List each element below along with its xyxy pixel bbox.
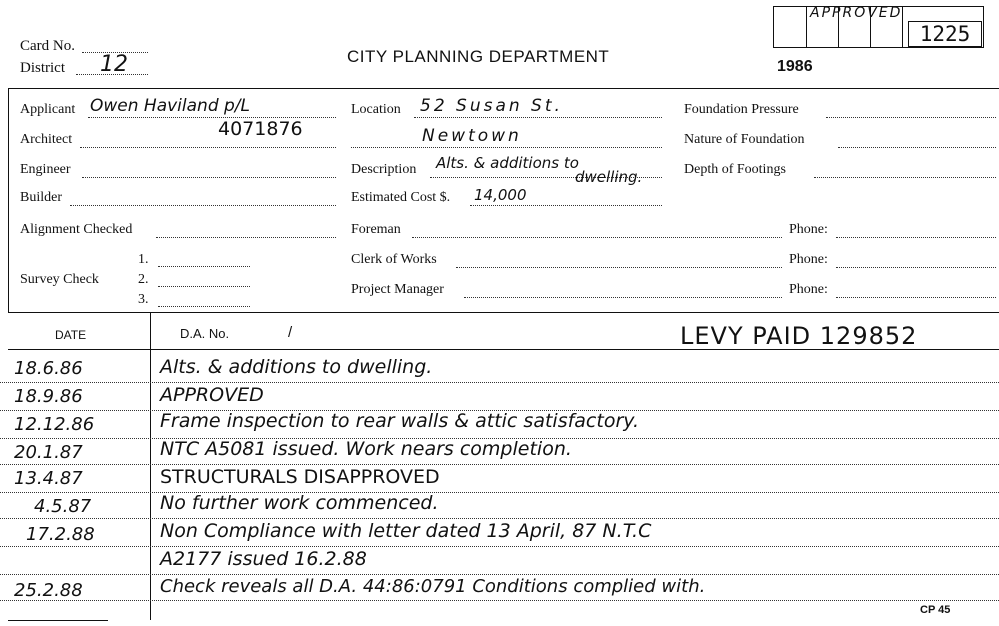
survey-label: Survey Check [20,272,99,287]
approved-stamp: APPROVED [810,5,903,21]
log-header-border [8,349,999,350]
description-value-2: dwelling. [575,168,643,186]
foundation-pressure-label: Foundation Pressure [684,102,799,117]
estimated-cost-label: Estimated Cost $. [351,190,451,205]
log-date: 18.9.86 [14,386,83,407]
log-entry: A2177 issued 16.2.88 [160,548,367,570]
log-date: 20.1.87 [14,442,83,463]
log-entry: Check reveals all D.A. 44:86:0791 Conditions complied with. [160,576,706,597]
log-date: 12.12.86 [14,414,95,435]
card-no-label: Card No. [20,38,75,54]
nature-foundation-label: Nature of Foundation [684,132,805,147]
da-slash: / [288,324,293,341]
card-number-box [773,6,984,48]
location-value-2: Newtown [422,126,522,146]
builder-label: Builder [20,190,62,205]
district-label: District [20,60,65,76]
log-entry: Frame inspection to rear walls & attic satisfactory. [160,410,640,432]
estimated-cost-value: 14,000 [474,186,527,204]
project-manager-label: Project Manager [351,282,444,297]
log-entry: Non Compliance with letter dated 13 April, 87 N.T.C [160,520,652,542]
department-title: CITY PLANNING DEPARTMENT [347,47,610,66]
log-date: 13.4.87 [14,468,83,489]
foreman-label: Foreman [351,222,401,237]
applicant-value: Owen Haviland p/L [90,96,251,116]
architect-value: 4071876 [218,118,303,140]
log-entry: STRUCTURALS DISAPPROVED [160,466,440,488]
log-entry: No further work commenced. [160,492,439,514]
phone-label-1: Phone: [789,222,828,237]
log-entry: APPROVED [160,384,264,406]
date-header: DATE [55,328,87,342]
engineer-label: Engineer [20,162,71,177]
location-value: 52 Susan St. [420,96,563,116]
log-entry: NTC A5081 issued. Work nears completion. [160,438,572,460]
log-entry: Alts. & additions to dwelling. [160,356,433,378]
survey-item-2: 2. [138,272,149,287]
phone-label-2: Phone: [789,252,828,267]
description-label: Description [351,162,417,177]
applicant-label: Applicant [20,102,76,117]
card-number: 1225 [908,21,982,47]
log-date: 18.6.86 [14,358,83,379]
description-value: Alts. & additions to [436,154,579,172]
location-label: Location [351,102,401,117]
architect-label: Architect [20,132,73,147]
da-header: D.A. No. [180,326,230,341]
alignment-label: Alignment Checked [20,222,133,237]
phone-label-3: Phone: [789,282,828,297]
log-top-border [8,312,999,313]
clerk-label: Clerk of Works [351,252,437,267]
form-code: CP 45 [920,604,951,616]
depth-footings-label: Depth of Footings [684,162,786,177]
survey-item-1: 1. [138,252,149,267]
log-date: 17.2.88 [26,524,95,545]
log-date: 25.2.88 [14,580,83,601]
log-date: 4.5.87 [34,496,92,517]
year: 1986 [777,58,813,75]
district-value: 12 [100,52,128,77]
levy-note: LEVY PAID 129852 [680,322,918,350]
survey-item-3: 3. [138,292,149,307]
